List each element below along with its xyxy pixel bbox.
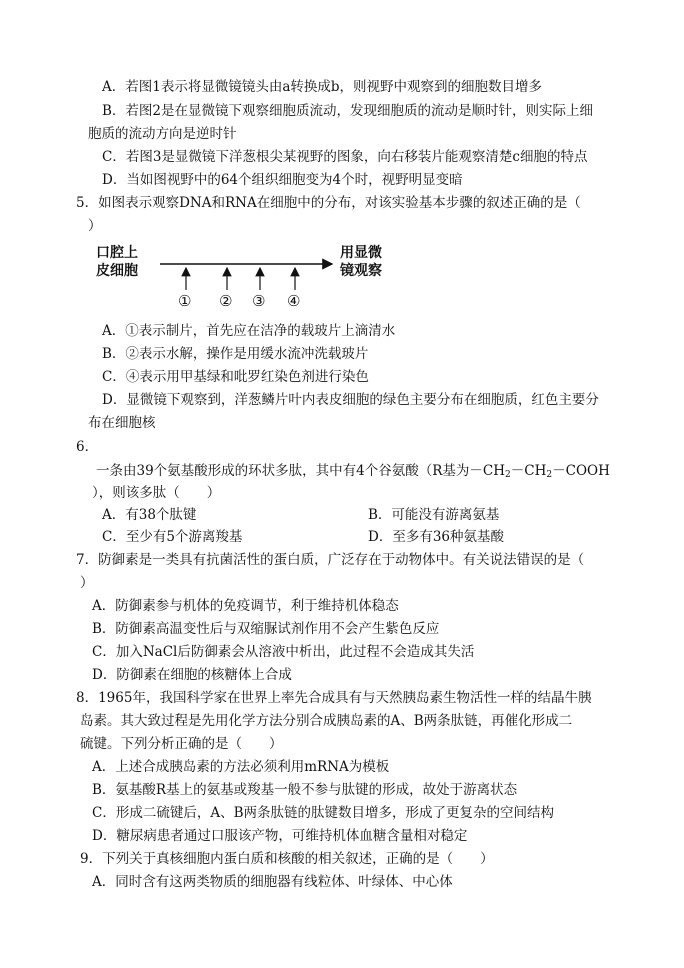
step-3-label: ③: [252, 292, 266, 310]
q5-option-c: C．④表示用甲基绿和吡罗红染色剂进行染色: [102, 369, 369, 385]
step-4-label: ④: [287, 292, 301, 310]
q5-option-d-cont: 布在细胞核: [88, 415, 156, 431]
q8-stem: 8．1965年，我国科学家在世界上率先合成具有与天然胰岛素生物活性一样的结晶牛胰: [76, 690, 592, 706]
prev-option-a: A．若图1表示将显微镜镜头由a转换成b，则视野中观察到的细胞数目增多: [102, 79, 543, 95]
q5-stem: 5．如图表示观察DNA和RNA在细胞中的分布，对该实验基本步骤的叙述正确的是（: [76, 195, 581, 211]
q6-stem-cont: ），则该多肽（ ）: [92, 485, 221, 501]
q5-option-d: D．显微镜下观察到，洋葱鳞片叶内表皮细胞的绿色主要分布在细胞质，红色主要分: [102, 392, 599, 408]
q6-option-a: A．有38个肽键: [102, 507, 197, 523]
q7-stem-cont: ）: [80, 575, 94, 591]
q5-stem-cont: ）: [88, 218, 102, 234]
prev-option-d: D．当如图视野中的64个组织细胞变为4个时，视野明显变暗: [102, 172, 463, 188]
q6-stem-part3: －COOH: [552, 463, 610, 479]
q7-stem: 7．防御素是一类具有抗菌活性的蛋白质，广泛存在于动物体中。有关说法错误的是（: [76, 552, 585, 568]
q6-stem-part2: －CH: [510, 463, 547, 479]
q6-sub-2: 2: [546, 470, 553, 480]
q6-option-c: C．至少有5个游离羧基: [102, 529, 243, 545]
prev-option-c: C．若图3是显微镜下洋葱根尖某视野的图象，向右移装片能观察清楚c细胞的特点: [102, 149, 588, 165]
q5-option-b: B．②表示水解，操作是用缓水流冲洗载玻片: [102, 346, 369, 362]
step-2-label: ②: [219, 292, 233, 310]
q8-option-d: D．糖尿病患者通过口服该产物，可维持机体血糖含量相对稳定: [92, 828, 468, 844]
q8-stem-cont-2: 硫键。下列分析正确的是（ ）: [80, 736, 283, 752]
q6-option-b: B．可能没有游离氨基: [368, 507, 500, 523]
q7-option-c: C．加入NaCl后防御素会从溶液中析出，此过程不会造成其失活: [92, 644, 475, 660]
q6-stem-part1: 一条由39个氨基酸形成的环状多肽，其中有4个谷氨酸（R基为－CH: [96, 463, 506, 479]
q8-option-b: B．氨基酸R基上的氨基或羧基一般不参与肽键的形成，故处于游离状态: [92, 782, 518, 798]
q5-option-a: A．①表示制片，首先应在洁净的载玻片上滴清水: [102, 323, 396, 339]
q5-diagram: [96, 244, 416, 314]
q8-stem-cont-1: 岛素。其大致过程是先用化学方法分别合成胰岛素的A、B两条肽链，再催化形成二: [80, 713, 573, 729]
q6-stem: [96, 462, 610, 484]
diagram-left-label-2: 皮细胞: [96, 263, 138, 279]
q6-number: 6．: [76, 439, 99, 455]
prev-option-b-cont: 胞质的流动方向是逆时针: [88, 126, 237, 142]
q8-option-a: A．上述合成胰岛素的方法必须利用mRNA为模板: [92, 759, 390, 775]
q9-option-a: A．同时含有这两类物质的细胞器有线粒体、叶绿体、中心体: [92, 874, 453, 890]
q7-option-b: B．防御素高温变性后与双缩脲试剂作用不会产生紫色反应: [92, 621, 440, 637]
q8-option-c: C．形成二硫键后，A、B两条肽链的肽键数目增多，形成了更复杂的空间结构: [92, 805, 554, 821]
diagram-right-label-1: 用显微: [340, 245, 382, 261]
q9-stem: 9．下列关于真核细胞内蛋白质和核酸的相关叙述，正确的是（ ）: [80, 851, 494, 867]
q6-option-d: D．至多有36种氨基酸: [368, 529, 505, 545]
prev-option-b: B．若图2是在显微镜下观察细胞质流动，发现细胞质的流动是顺时针，则实际上细: [102, 103, 594, 119]
q6-sub-1: 2: [505, 470, 511, 480]
q7-option-a: A．防御素参与机体的免疫调节，利于维持机体稳态: [92, 598, 399, 614]
step-1-label: ①: [178, 292, 192, 310]
diagram-left-label-1: 口腔上: [96, 245, 138, 261]
diagram-right-label-2: 镜观察: [340, 263, 382, 279]
q7-option-d: D．防御素在细胞的核糖体上合成: [92, 667, 292, 683]
